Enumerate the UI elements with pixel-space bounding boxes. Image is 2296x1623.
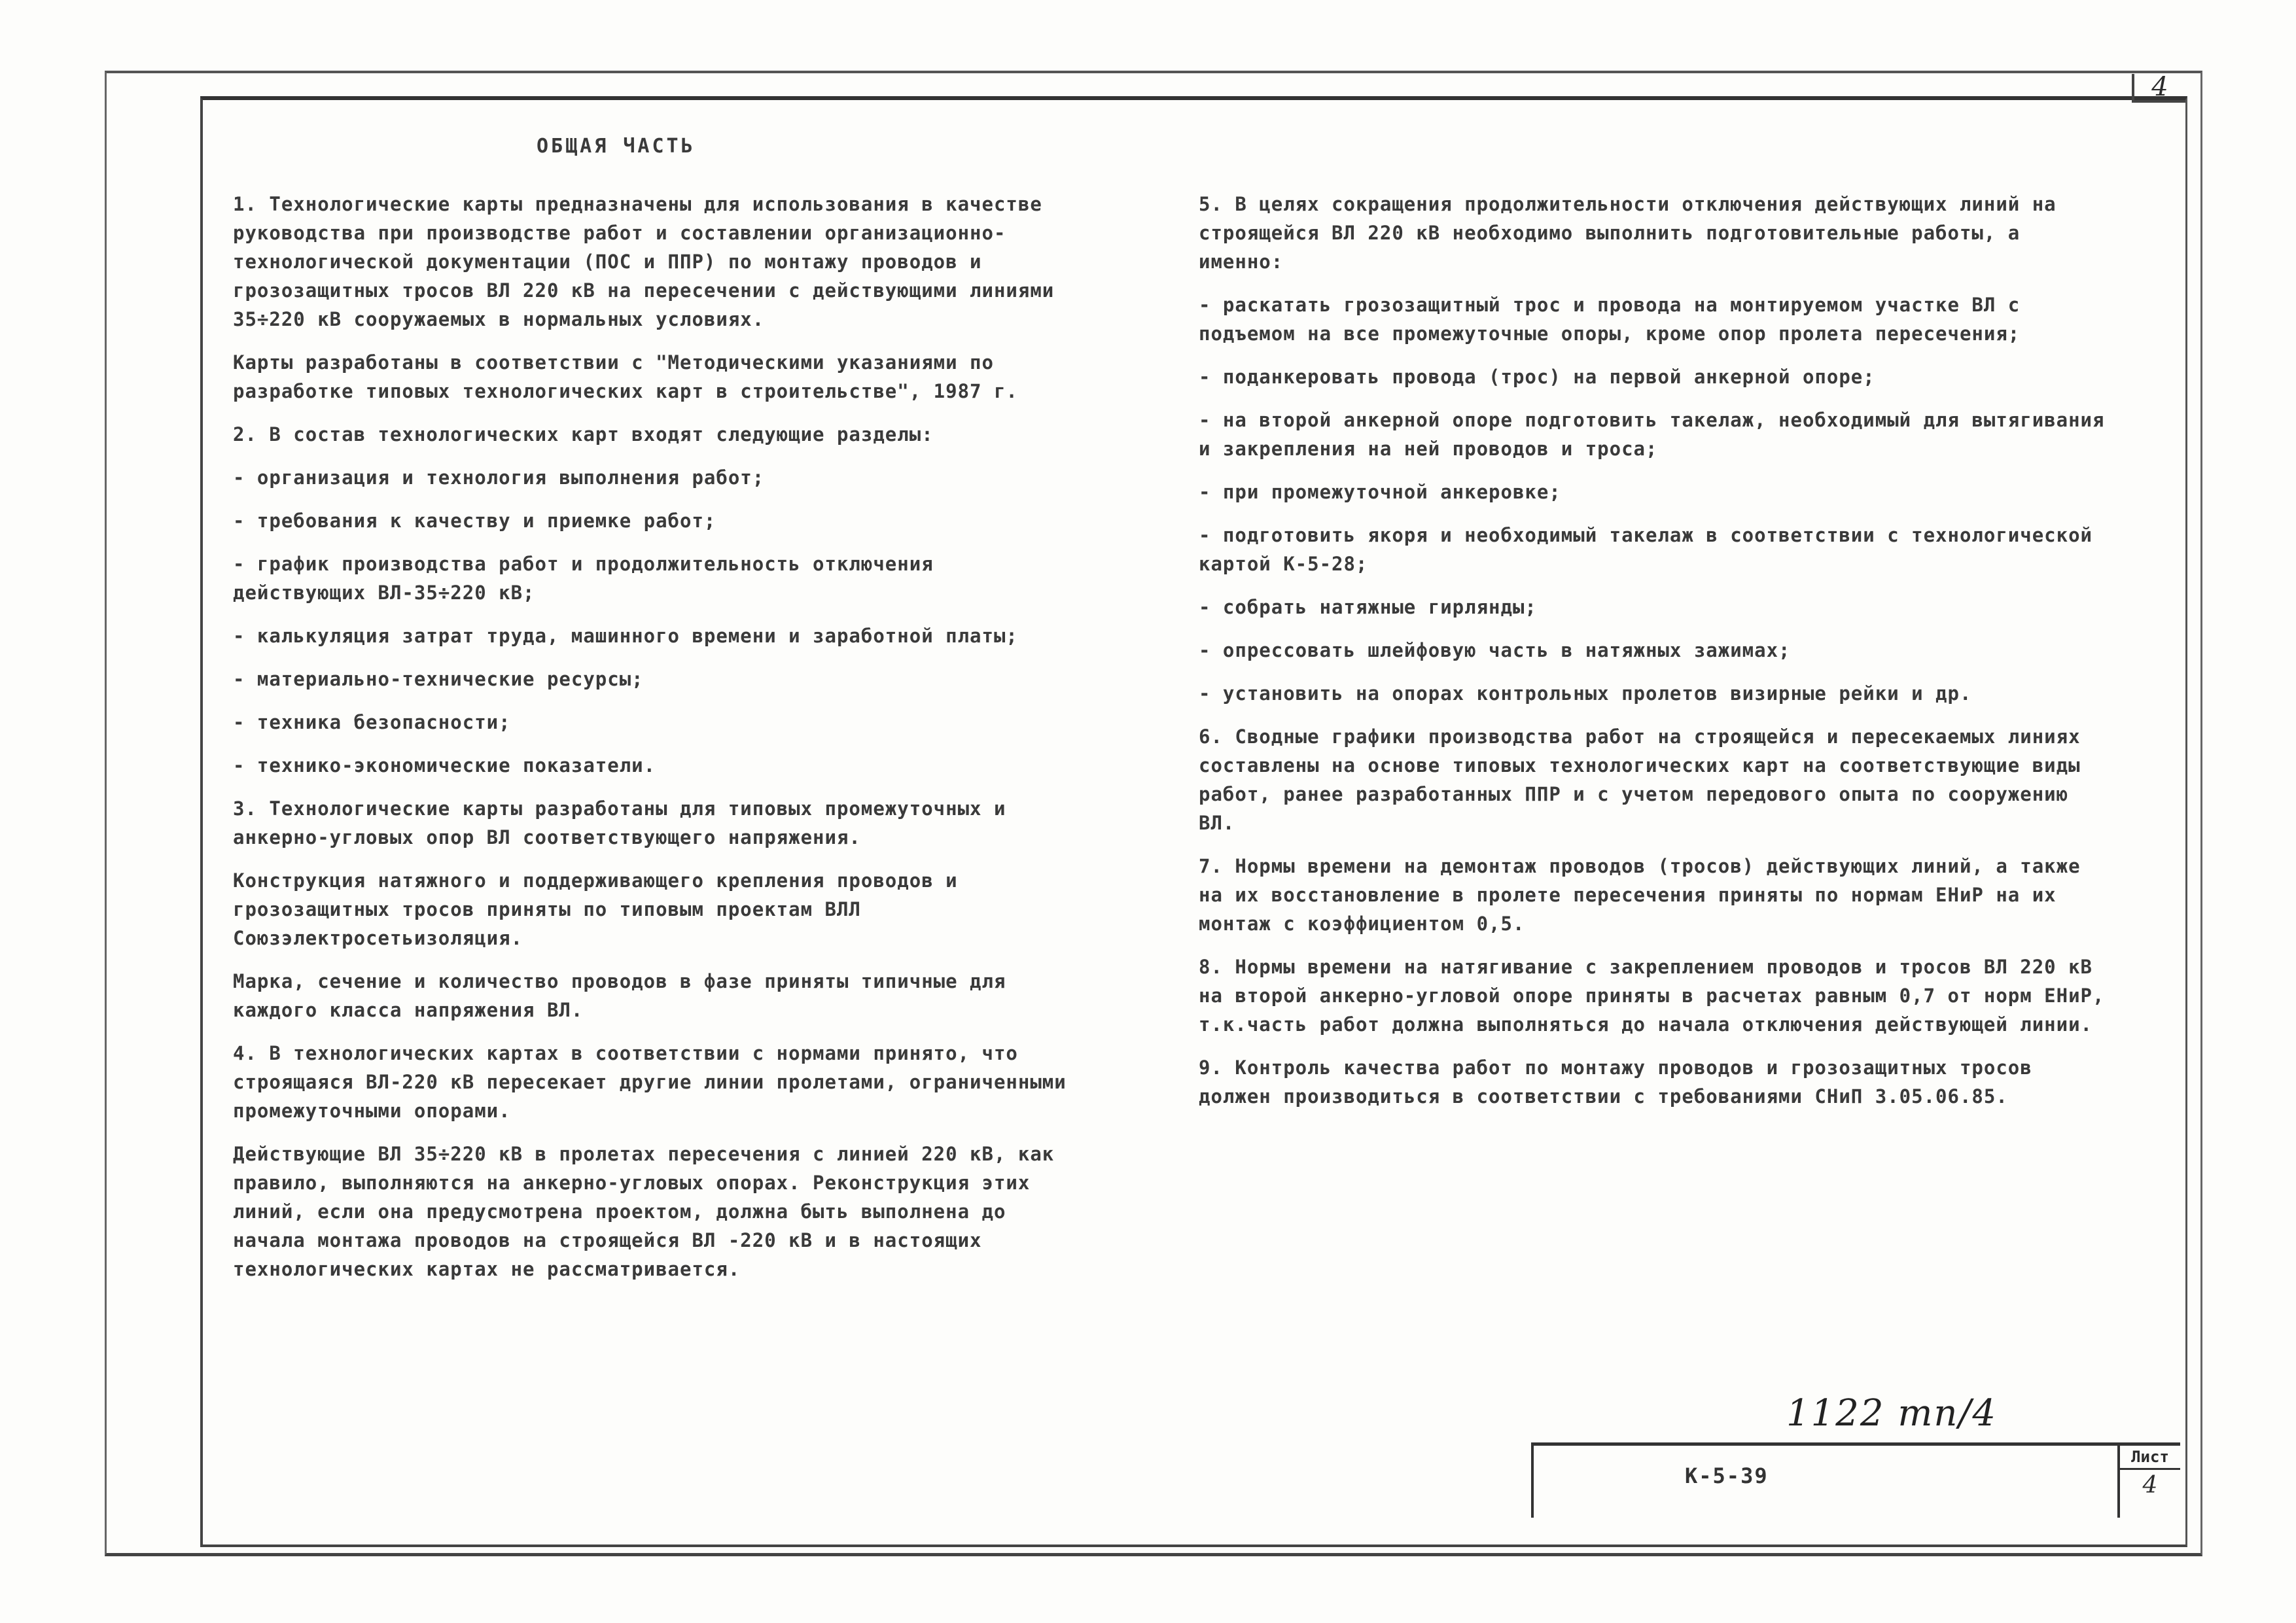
paragraph: 1. Технологические карты предназначены для использования в качестве руководства при производстве работ и составлении организационно-технологической документации (ПОС и ППР) по монтажу проводов и грозозащитных тросов ВЛ 220 кВ на пересечении с действующими линиями 35÷220 кВ сооружаемых в нормальных условиях. xyxy=(233,193,1055,330)
left-column xyxy=(233,190,1077,1298)
paragraph: - поданкеровать провода (трос) на первой анкерной опоре; xyxy=(1199,366,1875,388)
paragraph: Конструкция натяжного и поддерживающего крепления проводов и грозозащитных тросов приняты по типовым проектам ВЛЛ Союзэлектросетьизоляция. xyxy=(233,869,958,949)
paragraph: - раскатать грозозащитный трос и провода на монтируемом участке ВЛ с подъемом на все промежуточные опоры, кроме опор пролета пересечения; xyxy=(1199,294,2021,345)
paragraph: 9. Контроль качества работ по монтажу проводов и грозозащитных тросов должен производиться в соответствии с требованиями СНиП 3.05.06.85. xyxy=(1199,1056,2032,1108)
paragraph: 5. В целях сокращения продолжительности отключения действующих линий на строящейся ВЛ 220 кВ необходимо выполнить подготовительные работы, а именно: xyxy=(1199,193,2057,273)
paragraph: 2. В состав технологических карт входят следующие разделы: xyxy=(233,423,934,445)
paragraph: - установить на опорах контрольных пролетов визирные рейки и др. xyxy=(1199,682,1972,705)
paragraph: - технико-экономические показатели. xyxy=(233,754,656,777)
right-column xyxy=(1199,190,2108,1125)
paragraph: 7. Нормы времени на демонтаж проводов (тросов) действующих линий, а также на их восстановление в пролете пересечения приняты по нормам ЕНиР на их монтаж с коэффициентом 0,5. xyxy=(1199,855,2081,935)
paragraph: 4. В технологических картах в соответствии с нормами принято, что строящаяся ВЛ-220 кВ пересекает другие линии пролетами, ограниченными промежуточными опорами. xyxy=(233,1042,1067,1122)
sheet-label: Лист xyxy=(2120,1446,2180,1470)
paragraph: - собрать натяжные гирлянды; xyxy=(1199,596,1537,618)
title-block xyxy=(1531,1442,2120,1518)
paragraph: - техника безопасности; xyxy=(233,711,511,733)
sheet-number: 4 xyxy=(2142,1472,2158,1499)
paragraph: - на второй анкерной опоре подготовить такелаж, необходимый для вытягивания и закрепления на ней проводов и троса; xyxy=(1199,409,2105,460)
paragraph: 6. Сводные графики производства работ на строящейся и пересекаемых линиях составлены на основе типовых технологических карт на соответствующие виды работ, ранее разработанных ППР и с учетом передового опыта по сооружению ВЛ. xyxy=(1199,725,2081,834)
paragraph: Марка, сечение и количество проводов в фазе приняты типичные для каждого класса напряжения ВЛ. xyxy=(233,970,1006,1021)
paragraph: Карты разработаны в соответствии с "Методическими указаниями по разработке типовых технологических карт в строительстве", 1987 г. xyxy=(233,351,1018,402)
paragraph: 3. Технологические карты разработаны для типовых промежуточных и анкерно-угловых опор ВЛ соответствующего напряжения. xyxy=(233,797,1006,848)
paragraph: 8. Нормы времени на натягивание с закреплением проводов и тросов ВЛ 220 кВ на второй анкерно-угловой опоре приняты в расчетах равным 0,7 от норм ЕНиР, т.к.часть работ должна выполняться до начала отключения действующей линии. xyxy=(1199,956,2105,1036)
paragraph: - материально-технические ресурсы; xyxy=(233,668,644,690)
page-heading: ОБЩАЯ ЧАСТЬ xyxy=(537,135,696,158)
sheet-cell xyxy=(2117,1442,2180,1518)
paragraph: Действующие ВЛ 35÷220 кВ в пролетах пересечения с линией 220 кВ, как правило, выполняются на анкерно-угловых опорах. Реконструкция этих линий, если она предусмотрена проектом, должна быть выполнена до начала монтажа проводов на строящейся ВЛ -220 кВ и в настоящих технологических картах не рассматривается. xyxy=(233,1143,1055,1280)
paragraph: - график производства работ и продолжительность отключения действующих ВЛ-35÷220 кВ; xyxy=(233,553,934,604)
paragraph: - организация и технология выполнения работ; xyxy=(233,466,765,489)
paragraph: - при промежуточной анкеровке; xyxy=(1199,481,1561,503)
paragraph: - подготовить якоря и необходимый такелаж в соответствии с технологической картой К-5-28; xyxy=(1199,524,2093,575)
sheet-number-top: 4 xyxy=(2132,74,2185,103)
handwritten-mark: 1122 тп/4 xyxy=(1786,1392,1997,1435)
paragraph: - требования к качеству и приемке работ; xyxy=(233,510,716,532)
paragraph: - опрессовать шлейфовую часть в натяжных зажимах; xyxy=(1199,639,1791,661)
title-block-code: К-5-39 xyxy=(1685,1463,1769,1488)
paragraph: - калькуляция затрат труда, машинного времени и заработной платы; xyxy=(233,625,1018,647)
